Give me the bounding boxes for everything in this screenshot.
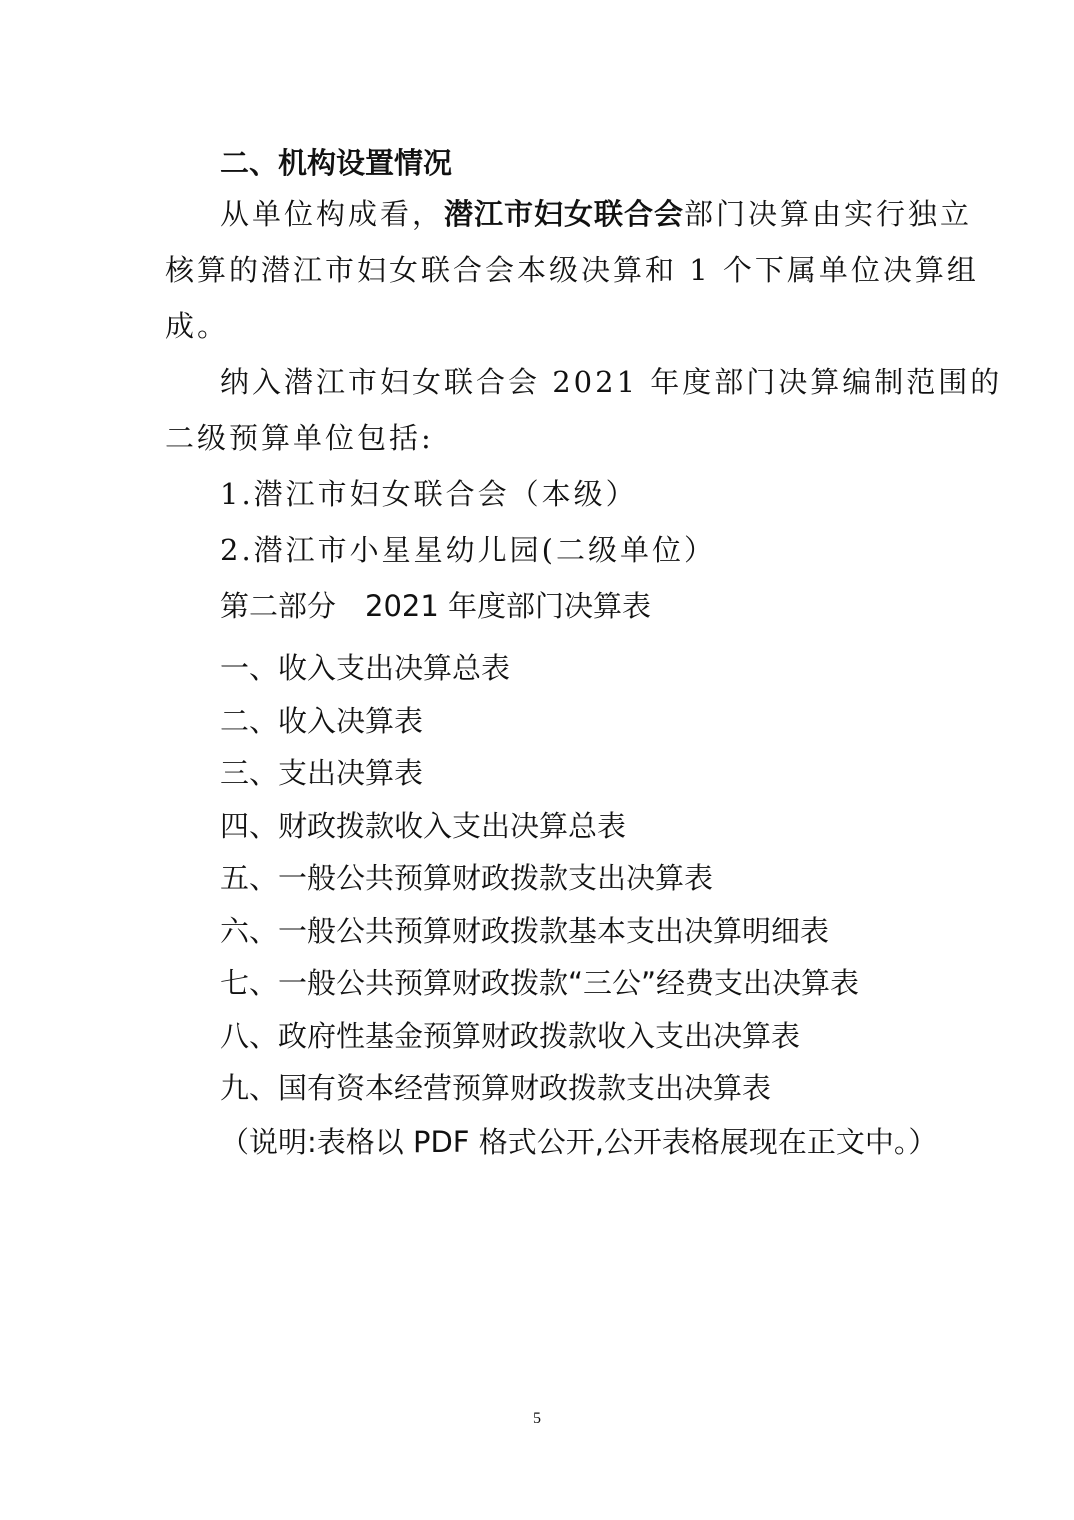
table-list-item: 九、国有资本经营预算财政拨款支出决算表 [220, 1071, 772, 1105]
note-text: （说明:表格以 PDF 格式公开,公开表格展现在正文中。） [220, 1125, 938, 1159]
part-two-heading: 第二部分 2021 年度部门决算表 [220, 589, 652, 623]
section-heading-organization: 二、机构设置情况 [220, 146, 453, 180]
page-number: 5 [533, 1410, 541, 1427]
table-list-item: 六、一般公共预算财政拨款基本支出决算明细表 [220, 914, 830, 948]
organization-name-bold: 潜江市妇女联合会 [444, 197, 685, 231]
paragraph-scope-line-2: 二级预算单位包括: [165, 421, 434, 455]
composition-prefix: 从单位构成看， [220, 197, 445, 231]
composition-suffix: 部门决算由实行独立 [684, 197, 973, 231]
paragraph-composition-line-2: 核算的潜江市妇女联合会本级决算和 1 个下属单位决算组 [165, 253, 979, 287]
table-list-item: 五、一般公共预算财政拨款支出决算表 [220, 861, 714, 895]
table-list-item: 七、一般公共预算财政拨款“三公”经费支出决算表 [220, 966, 860, 1000]
paragraph-composition-line-3: 成。 [165, 309, 230, 343]
table-list-item: 八、政府性基金预算财政拨款收入支出决算表 [220, 1019, 801, 1053]
paragraph-composition-line-1 [220, 196, 972, 232]
table-list-item: 三、支出决算表 [220, 756, 424, 790]
table-list-item: 一、收入支出决算总表 [220, 651, 511, 685]
unit-list-item: 1.潜江市妇女联合会（本级） [220, 477, 638, 511]
paragraph-scope-line-1: 纳入潜江市妇女联合会 2021 年度部门决算编制范围的 [220, 365, 1003, 399]
unit-list-item: 2.潜江市小星星幼儿园(二级单位） [220, 533, 716, 567]
table-list-item: 二、收入决算表 [220, 704, 424, 738]
table-list-item: 四、财政拨款收入支出决算总表 [220, 809, 627, 843]
